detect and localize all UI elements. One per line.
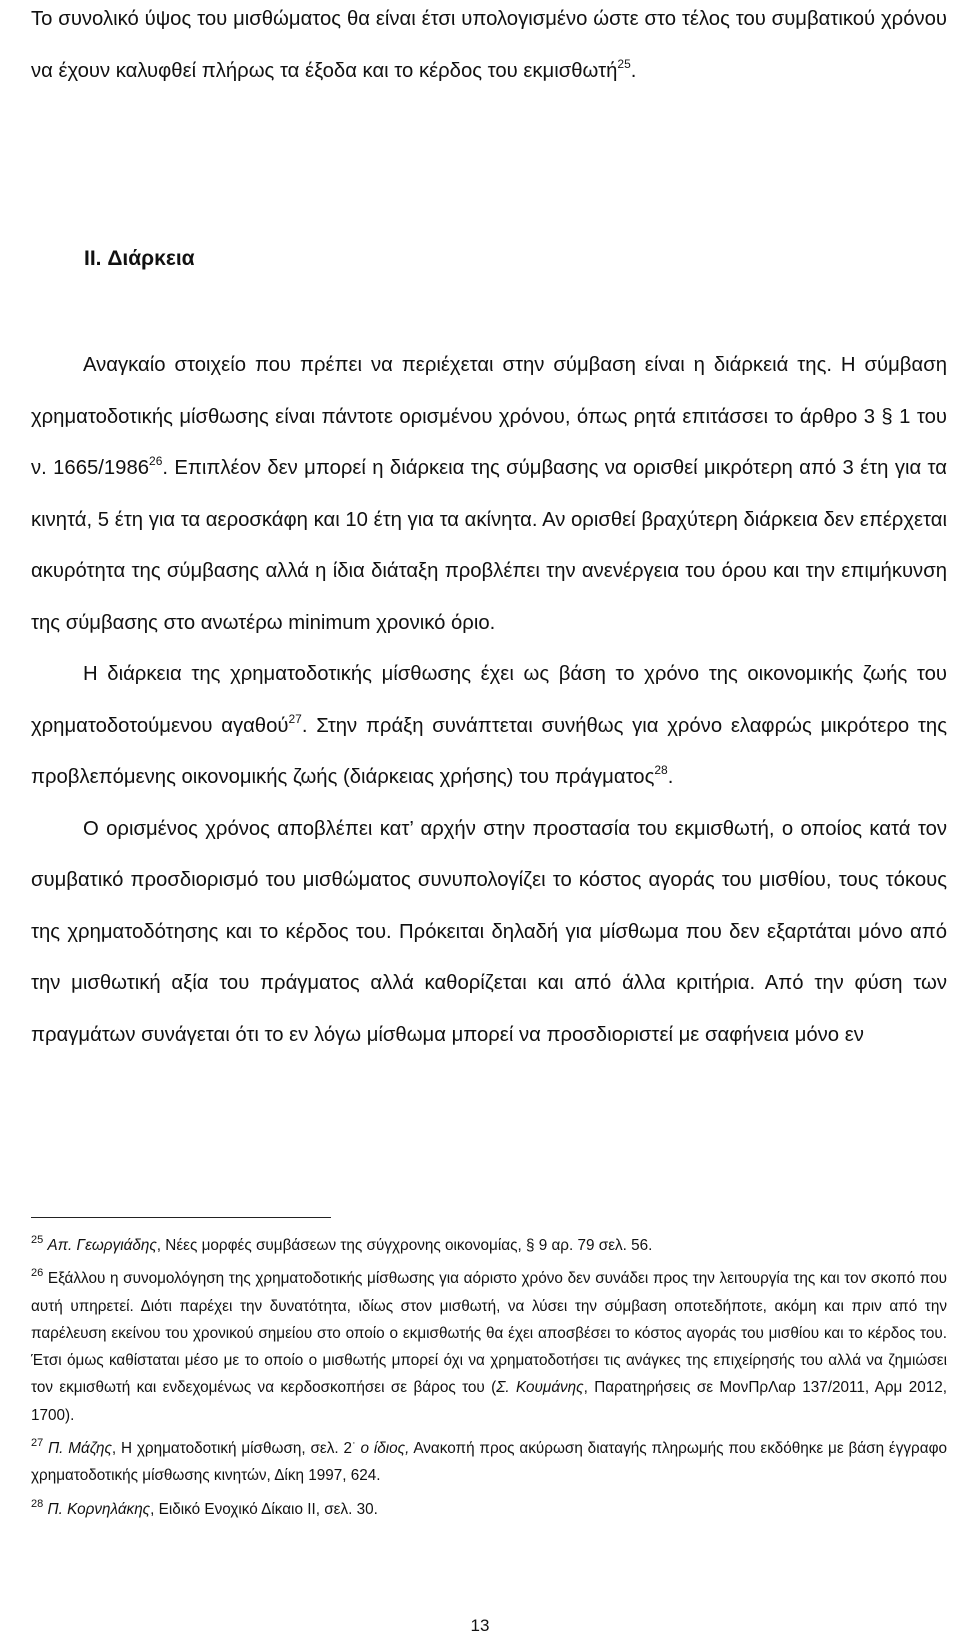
paragraph-text: Ο ορισμένος χρόνος αποβλέπει κατ’ αρχήν στην προστασία του εκμισθωτή, ο οποίος κατά τον συμβατικό προσδιορισμό του μισθώματος συνυπολογίζει το κόστος αγοράς του μισθίου, τους τόκους της χρηματοδότησης και το κέρδος του. Πρόκειται δηλαδή για μίσθωμα που δεν εξαρτάται μόνο από την μισθωτική αξία του πράγματος αλλά καθορίζεται και από άλλα κριτήρια. Από την φύση των πραγμάτων συνάγεται ότι το εν λόγω μίσθωμα μπορεί να προσδιοριστεί με σαφήνεια μόνο εν	[31, 817, 947, 1046]
footnote-28	[31, 1496, 947, 1523]
intro-paragraph	[31, 0, 947, 97]
footnote-26	[31, 1265, 947, 1429]
footnote-author: Π. Κορνηλάκης	[47, 1500, 151, 1518]
footnote-text: , Ειδικό Ενοχικό Δίκαιο ΙΙ, σελ. 30.	[150, 1500, 378, 1518]
footnote-ref-26[interactable]: 26	[149, 454, 163, 468]
footnote-number: 27	[31, 1437, 44, 1450]
footnote-text: Εξάλλου η συνομολόγηση της χρηματοδοτικής μίσθωσης για αόριστο χρόνο δεν συνάδει προς την λειτουργία της και τον σκοπό που αυτή υπηρετεί. Διότι παρέχει την δυνατότητα, ιδίως στον μισθωτή, να λύσει την σύμβαση οποτεδήποτε, ακόμη και πριν από την παρέλευση εκείνου του χρονικού σημείου στο οποίο ο εκμισθωτής θα έχει αποσβέσει το κόστος αγοράς του μισθίου και το κέρδος του. Έτσι όμως καθίσταται μέσο με το οποίο ο μισθωτής μπορεί όχι να χρηματοδοτήσει τις ανάγκες της επιχείρησής του αλλά να ζημιώσει τον εκμισθωτή και ενδεχομένως να κερδοσκοπήσει σε βάρος του (	[31, 1270, 948, 1397]
footnotes	[31, 1232, 947, 1529]
section-body	[31, 340, 947, 1061]
footnote-author: Σ. Κουμάνης	[496, 1379, 584, 1397]
footnote-author: Π. Μάζης	[48, 1440, 112, 1458]
footnote-number: 28	[31, 1497, 44, 1510]
intro-text: Το συνολικό ύψος του μισθώματος θα είναι έτσι υπολογισμένο ώστε στο τέλος του συμβατικού χρόνου να έχουν καλυφθεί πλήρως τα έξοδα και το κέρδος του εκμισθωτή	[31, 8, 947, 82]
paragraph-text: Αναγκαίο στοιχείο που πρέπει να περιέχεται στην σύμβαση είναι η διάρκειά της. Η σύμβαση χρηματοδοτικής μίσθωσης είναι πάντοτε ορισμένου χρόνου, όπως ρητά επιτάσσει το άρθρο 3 § 1 του ν. 1665/1986	[31, 354, 947, 479]
footnote-text: , Παρατηρήσεις σε ΜονΠρΛαρ 137/2011, Αρμ 2012, 1700).	[31, 1379, 947, 1424]
section-heading: II. Διάρκεια	[84, 247, 195, 270]
paragraph-text: . Επιπλέον δεν μπορεί η διάρκεια της σύμβασης να ορισθεί μικρότερη από 3 έτη για τα κινητά, 5 έτη για τα αεροσκάφη και 10 έτη για τα ακίνητα. Αν ορισθεί βραχύτερη διάρκεια δεν επέρχεται ακυρότητα της σύμβασης αλλά η ίδια διάταξη προβλέπει την ανενέργεια του όρου και την επιμήκυνση της σύμβασης στο ανωτέρω minimum χρονικό όριο.	[31, 457, 947, 634]
footnote-ref-27[interactable]: 27	[288, 711, 302, 726]
footnote-text: , Νέες μορφές συμβάσεων της σύγχρονης οικονομίας, § 9 αρ. 79 σελ. 56.	[156, 1237, 653, 1254]
page-number: 13	[470, 1616, 490, 1635]
paragraph-text: .	[667, 766, 674, 788]
footnote-number: 25	[31, 1234, 44, 1246]
footnote-27	[31, 1435, 947, 1490]
paragraph-duration	[31, 340, 947, 649]
footnote-ref-25[interactable]: 25	[617, 56, 631, 71]
paragraph-economic-life	[31, 649, 947, 804]
footnote-separator	[31, 1217, 331, 1218]
footnote-text: Ανακοπή προς ακύρωση διαταγής πληρωμής που εκδόθηκε με βάση έγγραφο χρηματοδοτικής μίσθωσης κινητών, Δίκη 1997, 624.	[31, 1440, 948, 1485]
footnote-number: 26	[31, 1267, 44, 1280]
document-page	[31, 0, 947, 1046]
paragraph-text: Η διάρκεια της χρηματοδοτικής μίσθωσης έχει ως βάση το χρόνο της οικονομικής ζωής του χρηματοδοτούμενου αγαθού	[31, 663, 947, 737]
footnote-ref-28[interactable]: 28	[654, 763, 668, 777]
paragraph-text: . Στην πράξη συνάπτεται συνήθως για χρόνο ελαφρώς μικρότερο της προβλεπόμενης οικονομικής ζωής (διάρκειας χρήσης) του πράγματος	[31, 714, 947, 788]
footnote-ibid: ο ίδιος,	[355, 1440, 410, 1458]
intro-tail: .	[630, 59, 637, 82]
paragraph-fixed-time	[31, 804, 947, 1062]
footnote-text: , Η χρηματοδοτική μίσθωση, σελ. 2	[111, 1440, 352, 1458]
footnote-separator-dot: ·	[352, 1437, 356, 1450]
footnote-25	[31, 1232, 947, 1259]
footnote-author: Απ. Γεωργιάδης	[47, 1237, 157, 1254]
